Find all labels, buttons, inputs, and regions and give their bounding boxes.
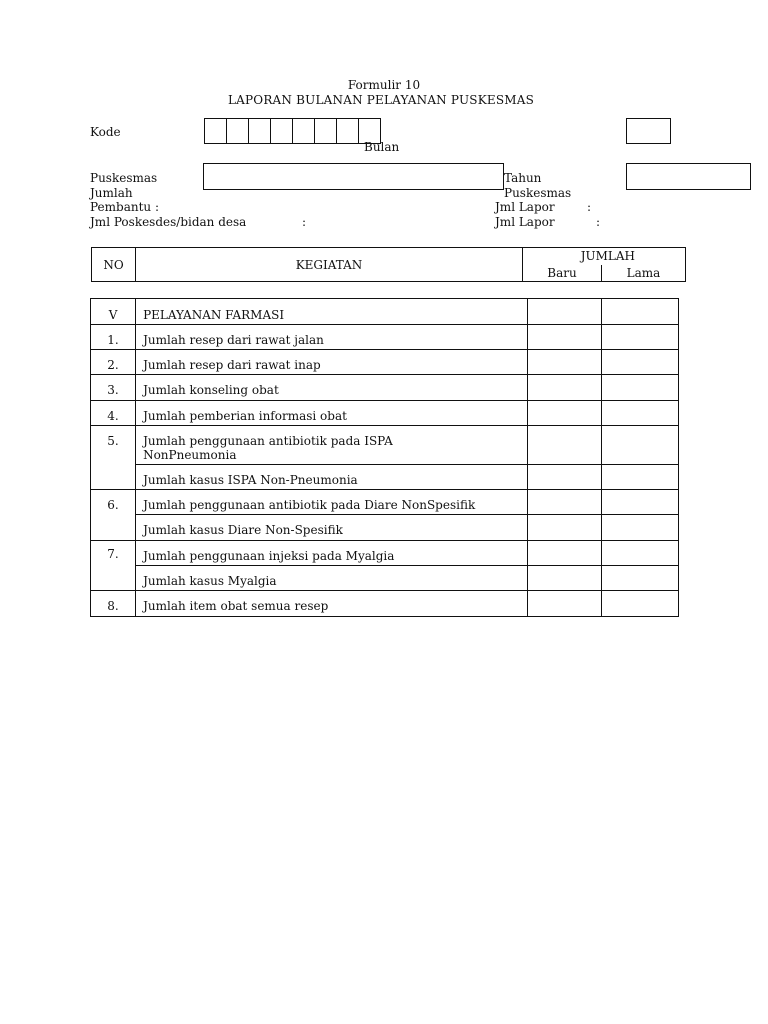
jml-lapor-label-1: Jml Lapor xyxy=(495,200,555,214)
bulan-label: Bulan xyxy=(364,140,400,154)
poskesdes-label: Jml Poskesdes/bidan desa xyxy=(90,215,247,229)
tahun-input[interactable] xyxy=(626,163,751,190)
table-row xyxy=(91,566,679,591)
row-kegiatan xyxy=(136,426,528,465)
table-row xyxy=(91,375,679,401)
table-row xyxy=(91,515,679,541)
row-kegiatan: Jumlah konseling obat xyxy=(136,375,528,401)
cell-lama[interactable] xyxy=(601,465,678,490)
cell-baru[interactable] xyxy=(527,426,601,465)
cell-lama[interactable] xyxy=(601,375,678,401)
row-kegiatan: Jumlah kasus ISPA Non-Pneumonia xyxy=(136,465,528,490)
row-no: 2. xyxy=(91,350,136,375)
table-row xyxy=(91,490,679,515)
row-no: 6. xyxy=(91,490,136,541)
row-no: 5. xyxy=(91,426,136,490)
cell-lama[interactable] xyxy=(601,541,678,566)
cell-baru[interactable] xyxy=(527,325,601,350)
cell-lama[interactable] xyxy=(601,350,678,375)
col-no-header: NO xyxy=(92,248,136,282)
cell-baru[interactable] xyxy=(527,591,601,617)
col-jumlah-header: JUMLAH xyxy=(523,248,686,265)
col-kegiatan-header: KEGIATAN xyxy=(136,248,523,282)
row-kegiatan: Jumlah kasus Myalgia xyxy=(136,566,528,591)
cell-baru[interactable] xyxy=(527,401,601,426)
row-kegiatan: Jumlah resep dari rawat jalan xyxy=(136,325,528,350)
table-row xyxy=(91,465,679,490)
cell-baru[interactable] xyxy=(527,515,601,541)
row-kegiatan: Jumlah kasus Diare Non-Spesifik xyxy=(136,515,528,541)
kode-label: Kode xyxy=(90,125,121,139)
farmasi-table xyxy=(90,298,679,617)
row-kegiatan-line-2: NonPneumonia xyxy=(143,448,237,462)
jml-lapor-colon-1: : xyxy=(587,200,592,214)
pembantu-label: Pembantu : xyxy=(90,200,159,214)
puskesmas-input[interactable] xyxy=(203,163,504,190)
cell-lama[interactable] xyxy=(601,299,678,325)
row-no: 8. xyxy=(91,591,136,617)
cell-lama[interactable] xyxy=(601,426,678,465)
puskesmas-label: Puskesmas xyxy=(90,171,158,185)
table-row xyxy=(91,350,679,375)
jml-lapor-label-2: Jml Lapor xyxy=(495,215,555,229)
jml-lapor-colon-2: : xyxy=(596,215,601,229)
row-kegiatan: Jumlah resep dari rawat inap xyxy=(136,350,528,375)
cell-lama[interactable] xyxy=(601,325,678,350)
tahun-label: Tahun xyxy=(504,171,542,185)
row-no: 4. xyxy=(91,401,136,426)
cell-baru[interactable] xyxy=(527,375,601,401)
col-lama-header: Lama xyxy=(602,265,686,282)
cell-baru[interactable] xyxy=(527,566,601,591)
row-kegiatan: Jumlah item obat semua resep xyxy=(136,591,528,617)
cell-baru[interactable] xyxy=(527,465,601,490)
cell-lama[interactable] xyxy=(601,566,678,591)
row-kegiatan: Jumlah pemberian informasi obat xyxy=(136,401,528,426)
puskesmas-label-2: Puskesmas xyxy=(504,186,572,200)
cell-lama[interactable] xyxy=(601,591,678,617)
section-title: PELAYANAN FARMASI xyxy=(136,299,528,325)
cell-baru[interactable] xyxy=(527,299,601,325)
jumlah-label: Jumlah xyxy=(90,186,133,200)
row-kegiatan-line-1: Jumlah penggunaan antibiotik pada ISPA xyxy=(143,434,393,448)
cell-lama[interactable] xyxy=(601,401,678,426)
cell-lama[interactable] xyxy=(601,490,678,515)
table-row xyxy=(91,541,679,566)
cell-baru[interactable] xyxy=(527,350,601,375)
row-kegiatan: Jumlah penggunaan antibiotik pada Diare NonSpesifik xyxy=(136,490,528,515)
cell-lama[interactable] xyxy=(601,515,678,541)
bulan-input[interactable] xyxy=(626,118,671,144)
table-row xyxy=(91,591,679,617)
row-no: 7. xyxy=(91,541,136,591)
form-number: Formulir 10 xyxy=(347,78,421,92)
section-no: V xyxy=(91,299,136,325)
cell-baru[interactable] xyxy=(527,541,601,566)
table-row xyxy=(91,325,679,350)
row-no: 3. xyxy=(91,375,136,401)
col-baru-header: Baru xyxy=(523,265,602,282)
section-row xyxy=(91,299,679,325)
table-row xyxy=(91,401,679,426)
table-row xyxy=(91,426,679,465)
table-header xyxy=(91,247,686,282)
poskesdes-colon: : xyxy=(302,215,307,229)
row-no: 1. xyxy=(91,325,136,350)
kode-input-cells[interactable] xyxy=(204,118,381,144)
cell-baru[interactable] xyxy=(527,490,601,515)
form-title: LAPORAN BULANAN PELAYANAN PUSKESMAS xyxy=(227,93,535,107)
row-kegiatan: Jumlah penggunaan injeksi pada Myalgia xyxy=(136,541,528,566)
